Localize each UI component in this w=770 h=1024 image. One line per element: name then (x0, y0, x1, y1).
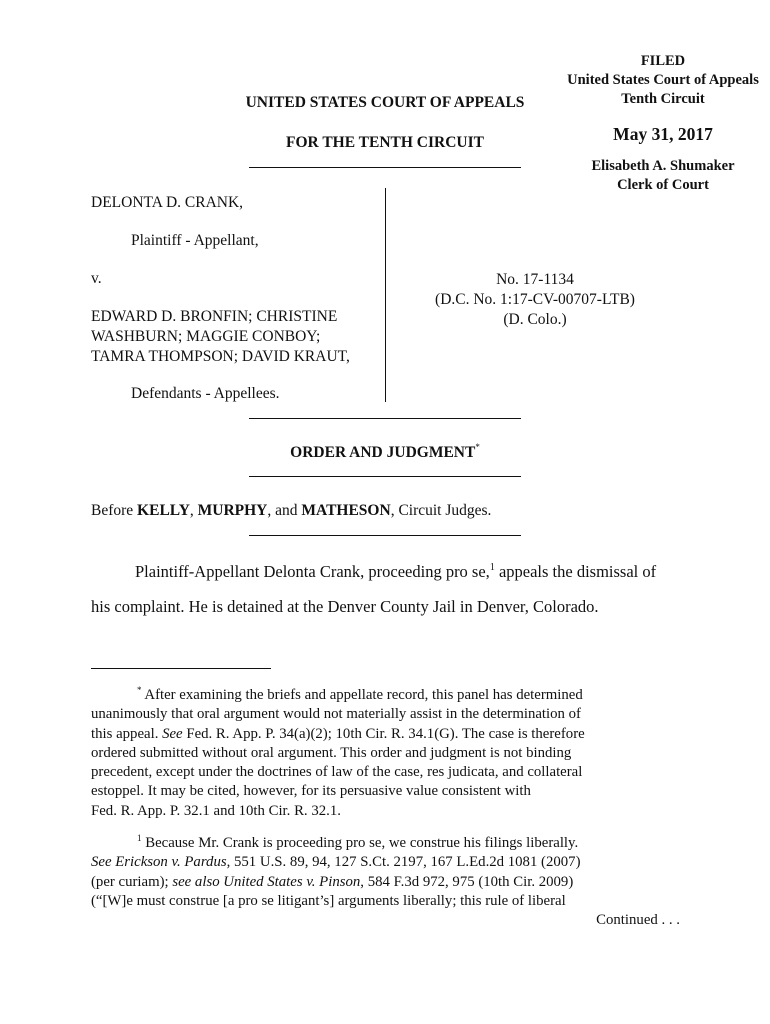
defendants-line: WASHBURN; MAGGIE CONBOY; (91, 328, 321, 345)
filed-label: FILED (640, 53, 686, 69)
header-rule (249, 167, 521, 168)
clerk-title: Clerk of Court (617, 177, 709, 193)
court-name: UNITED STATES COURT OF APPEALS (245, 94, 525, 111)
district-case-number: (D.C. No. 1:17-CV-00707-LTB) (435, 291, 635, 308)
caption-divider (385, 188, 386, 402)
footnote-line (91, 725, 683, 744)
plaintiff-name: DELONTA D. CRANK, (91, 194, 244, 211)
footnote-marker: 1 (137, 833, 142, 843)
footnote-line (91, 873, 683, 892)
footnote-text: , 584 F.3d 972, 975 (10th Cir. 2009) (360, 873, 574, 890)
footnote-line: estoppel. It may be cited, however, for its persuasive value consistent with (91, 783, 531, 800)
footnote-text: (per curiam); (91, 873, 173, 890)
defendants-line: EDWARD D. BRONFIN; CHRISTINE (91, 308, 338, 325)
judge-name: KELLY (137, 502, 190, 519)
caption-rule (249, 418, 521, 419)
body-paragraph-line2: his complaint. He is detained at the Denver County Jail in Denver, Colorado. (91, 597, 599, 616)
footnote-line: (“[W]e must construe [a pro se litigant’s] arguments liberally; this rule of liberal (91, 892, 566, 909)
body-text: Plaintiff-Appellant Delonta Crank, proceeding pro se, (135, 562, 490, 581)
body-text: appeals the dismissal of (494, 562, 657, 581)
defendants-list (91, 307, 350, 367)
defendants-line: TAMRA THOMPSON; DAVID KRAUT, (91, 348, 350, 365)
district-court: (D. Colo.) (503, 311, 567, 328)
footnote-line (91, 853, 683, 872)
panel-rule (249, 535, 521, 536)
judge-name: MURPHY (197, 502, 268, 519)
order-title (200, 442, 570, 462)
footnote-text: this appeal. (91, 725, 163, 742)
footnote-line: Fed. R. App. P. 32.1 and 10th Cir. R. 32.1. (91, 802, 341, 819)
case-citation: See Erickson v. Pardus (91, 854, 227, 871)
body-paragraph-line1 (135, 558, 695, 582)
order-title-text: ORDER AND JUDGMENT (290, 444, 476, 461)
footnote-marker: * (137, 685, 142, 695)
filing-stamp (548, 52, 770, 195)
footnote-line: unanimously that oral argument would not materially assist in the determination of (91, 706, 581, 723)
stamp-court-line2: Tenth Circuit (621, 91, 705, 107)
clerk-name: Elisabeth A. Shumaker (591, 158, 735, 174)
panel-separator: , and (267, 502, 302, 519)
footnote-star (91, 681, 683, 821)
continued-note: Continued . . . (596, 912, 680, 928)
footnote-line: ordered submitted without oral argument. This order and judgment is not binding (91, 744, 572, 761)
footnote-line (91, 681, 683, 705)
footnote-text: Because Mr. Crank is proceeding pro se, we construe his filings liberally. (141, 835, 579, 851)
panel-suffix: , Circuit Judges. (390, 502, 492, 519)
defendants-role: Defendants - Appellees. (131, 385, 280, 402)
case-number: No. 17-1134 (496, 271, 574, 288)
circuit-name: FOR THE TENTH CIRCUIT (286, 134, 484, 151)
case-citation: see also United States v. Pinson (172, 873, 361, 890)
title-rule (249, 476, 521, 477)
panel-prefix: Before (91, 502, 138, 519)
footnote-1 (91, 829, 683, 911)
footnote-text: Fed. R. App. P. 34(a)(2); 10th Cir. R. 34.1(G). The case is therefore (182, 725, 585, 742)
panel-separator: , (189, 502, 198, 519)
footnote-line: precedent, except under the doctrines of law of the case, res judicata, and collateral (91, 764, 583, 781)
footnote-marker: 1 (489, 562, 495, 573)
case-numbers (400, 270, 670, 330)
footnote-text: After examining the briefs and appellate record, this panel has determined (141, 687, 583, 703)
filing-date: May 31, 2017 (613, 124, 713, 144)
footnote-rule (91, 668, 271, 669)
footnote-marker: * (475, 442, 480, 452)
footnote-text: , 551 U.S. 89, 94, 127 S.Ct. 2197, 167 L.Ed.2d 1081 (2007) (226, 854, 581, 871)
footnote-line (91, 829, 683, 853)
versus: v. (91, 270, 102, 287)
stamp-court-line1: United States Court of Appeals (567, 72, 759, 88)
judge-name: MATHESON (301, 502, 391, 519)
signal-word: See (162, 725, 183, 742)
plaintiff-role: Plaintiff - Appellant, (131, 232, 259, 249)
panel-line (91, 502, 491, 520)
